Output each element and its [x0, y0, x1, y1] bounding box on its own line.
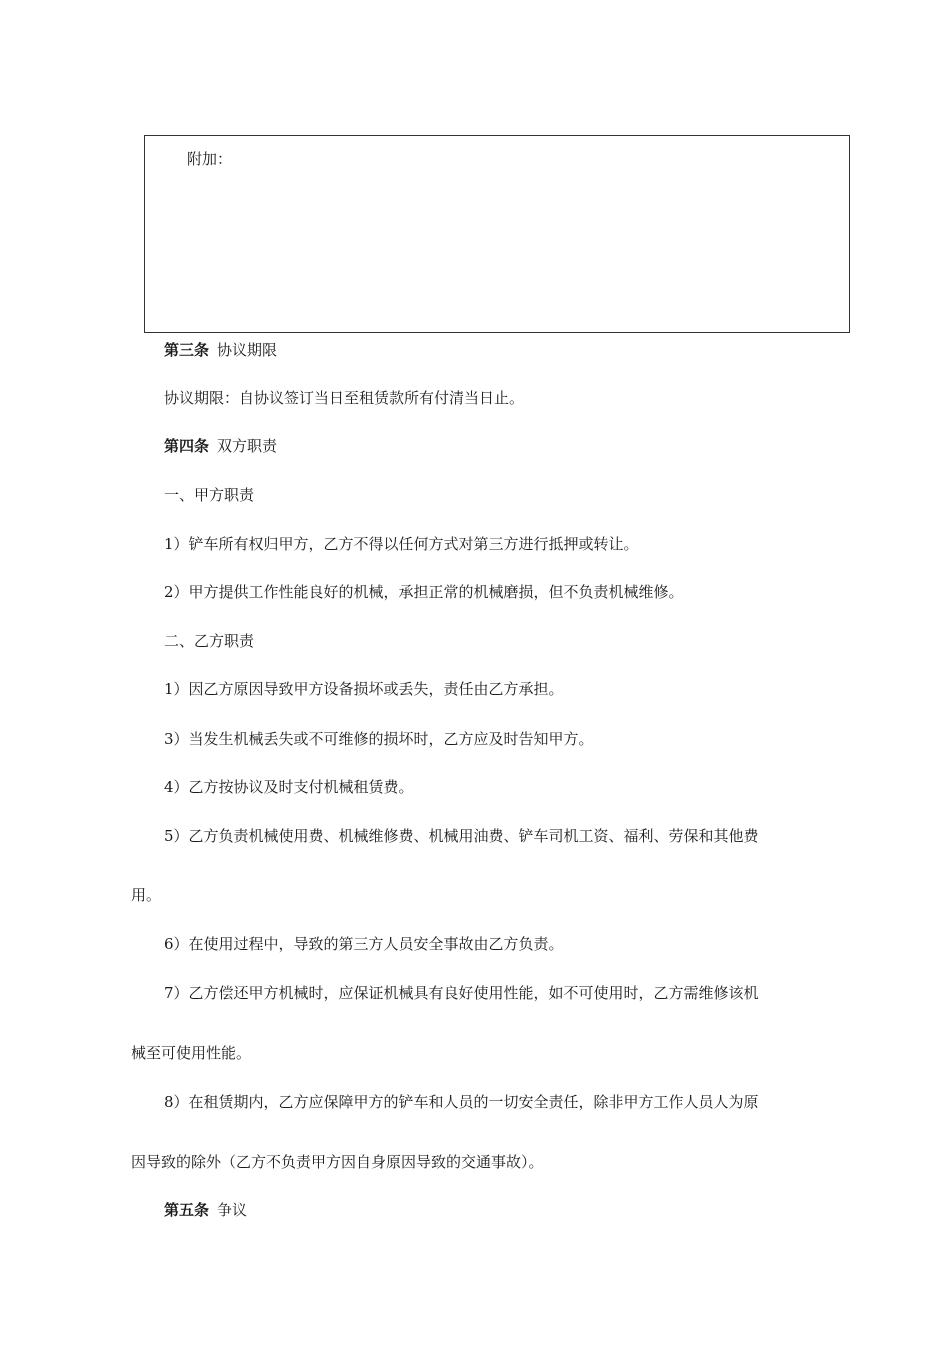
- party-a-heading: 一、甲方职责: [164, 486, 255, 504]
- article-5-title: 争议: [217, 1201, 248, 1219]
- article-5-number: 第五条: [164, 1201, 210, 1219]
- article-3-text: 协议期限：自协议签订当日至租赁款所有付清当日止。: [164, 389, 525, 407]
- party-a-item: 2）甲方提供工作性能良好的机械，承担正常的机械磨损，但不负责机械维修。: [164, 583, 684, 601]
- party-a-item: 1）铲车所有权归甲方，乙方不得以任何方式对第三方进行抵押或转让。: [164, 535, 639, 553]
- party-b-item-continuation: 械至可使用性能。: [131, 1044, 252, 1062]
- party-b-item: 6）在使用过程中，导致的第三方人员安全事故由乙方负责。: [164, 935, 564, 953]
- party-b-heading: 二、乙方职责: [164, 632, 255, 650]
- party-b-item: 7）乙方偿还甲方机械时，应保证机械具有良好使用性能，如不可使用时，乙方需维修该机: [164, 984, 759, 1002]
- article-3-title: 协议期限: [217, 341, 278, 359]
- annex-box: [144, 135, 850, 333]
- party-b-item-continuation: 用。: [131, 886, 162, 904]
- party-b-item: 5）乙方负责机械使用费、机械维修费、机械用油费、铲车司机工资、福利、劳保和其他费: [164, 827, 759, 845]
- party-b-item: 3）当发生机械丢失或不可维修的损坏时，乙方应及时告知甲方。: [164, 730, 594, 748]
- party-b-item: 8）在租赁期内，乙方应保障甲方的铲车和人员的一切安全责任，除非甲方工作人员人为原: [164, 1093, 759, 1111]
- annex-label: 附加：: [187, 150, 233, 168]
- party-b-item-continuation: 因导致的除外（乙方不负责甲方因自身原因导致的交通事故）。: [131, 1153, 544, 1171]
- party-b-item: 4）乙方按协议及时支付机械租赁费。: [164, 778, 414, 796]
- article-3-heading: [164, 340, 277, 360]
- article-3-number: 第三条: [164, 341, 210, 359]
- article-4-title: 双方职责: [217, 437, 278, 455]
- article-4-number: 第四条: [164, 437, 210, 455]
- article-4-heading: [164, 436, 277, 456]
- party-b-item: 1）因乙方原因导致甲方设备损坏或丢失，责任由乙方承担。: [164, 680, 564, 698]
- article-5-heading: [164, 1200, 247, 1220]
